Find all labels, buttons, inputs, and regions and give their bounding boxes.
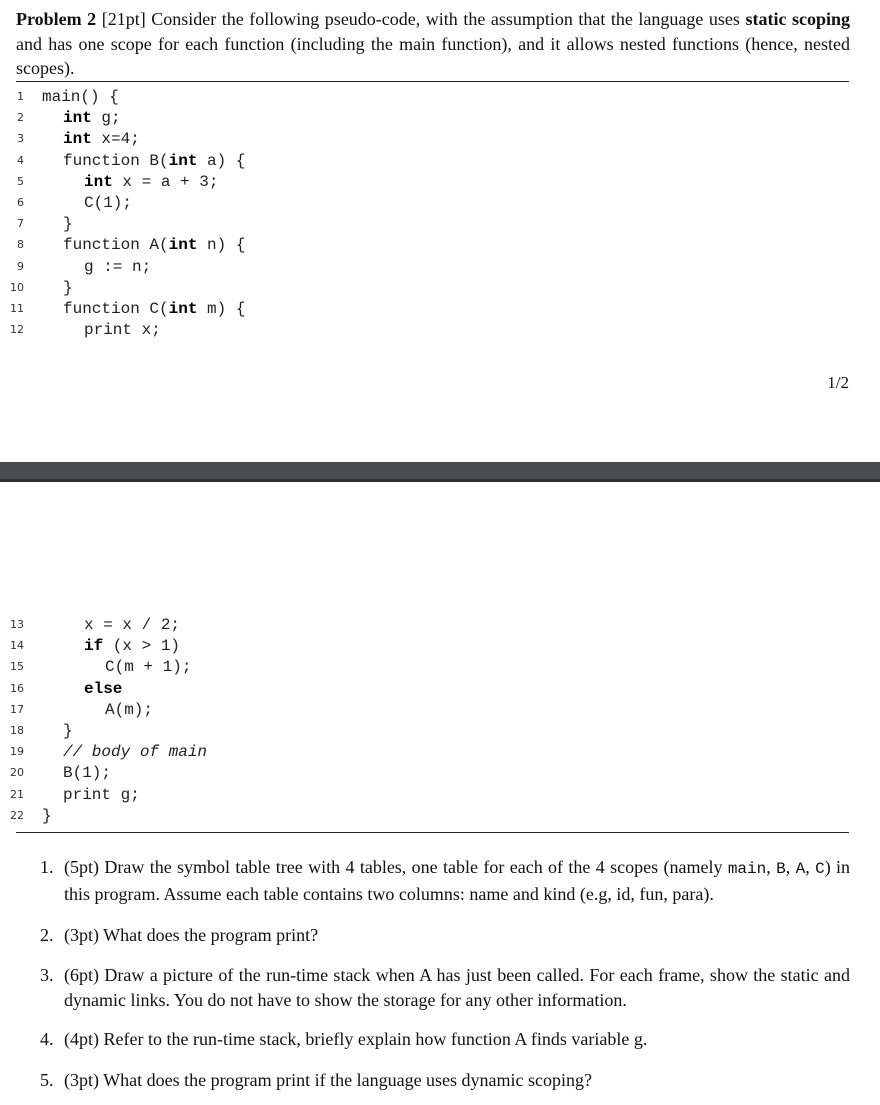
code-text bbox=[63, 151, 245, 172]
code-text bbox=[63, 235, 245, 256]
code-line bbox=[0, 721, 880, 742]
code-token: } bbox=[63, 278, 73, 297]
line-number: 18 bbox=[10, 724, 24, 737]
line-number: 11 bbox=[10, 302, 24, 315]
line-number: 16 bbox=[10, 681, 24, 695]
line-number: 2 bbox=[17, 111, 24, 125]
code-line bbox=[0, 700, 880, 721]
code-line bbox=[0, 235, 880, 256]
code-line bbox=[0, 193, 880, 214]
line-number: 13 bbox=[10, 618, 24, 631]
code-token: function B( bbox=[63, 151, 169, 170]
code-text bbox=[63, 214, 73, 235]
code-line bbox=[0, 679, 880, 700]
page-number: 1/2 bbox=[827, 373, 849, 392]
code-token: function C( bbox=[63, 300, 169, 318]
code-text bbox=[84, 172, 218, 193]
code-text bbox=[63, 763, 111, 784]
question-number: 5. bbox=[40, 1070, 54, 1090]
pdf-page-2 bbox=[0, 482, 880, 1105]
question-text bbox=[64, 1027, 850, 1052]
code-keyword: int bbox=[63, 109, 92, 128]
code-line bbox=[0, 785, 880, 806]
question-fragment: ) in this program. Assume each table contains two columns: name and kind (e.g, id, fun, para). bbox=[64, 857, 851, 904]
line-number: 8 bbox=[17, 238, 24, 252]
code-token: a) { bbox=[197, 151, 246, 170]
code-text bbox=[42, 87, 119, 108]
code-line bbox=[0, 742, 880, 763]
question-text bbox=[64, 923, 850, 948]
code-token: print x; bbox=[84, 321, 161, 340]
code-text bbox=[63, 721, 73, 742]
question-fragment: (5pt) Draw the symbol table tree with 4 tables, one table for each of the 4 scopes (namely bbox=[64, 857, 728, 877]
code-text bbox=[63, 129, 140, 150]
code-token: main() { bbox=[42, 88, 119, 106]
problem-text-rest: and has one scope for each function (including the main function), and it allows nested functions (hence, nested scopes). bbox=[16, 33, 850, 78]
code-line bbox=[0, 763, 880, 784]
line-number: 22 bbox=[10, 808, 24, 822]
code-keyword: int bbox=[168, 236, 198, 255]
code-token: C(m + 1); bbox=[105, 658, 192, 677]
line-number: 14 bbox=[10, 639, 24, 653]
code-text bbox=[84, 193, 132, 214]
code-token: x = x / 2; bbox=[84, 616, 181, 634]
scope-name: C bbox=[815, 860, 825, 878]
code-text bbox=[84, 679, 122, 700]
problem-heading bbox=[16, 7, 850, 81]
question-number: 3. bbox=[40, 965, 54, 985]
code-bottom-rule bbox=[16, 832, 849, 833]
code-line bbox=[0, 320, 880, 341]
code-text bbox=[42, 806, 52, 827]
code-token: g; bbox=[91, 109, 121, 128]
code-text bbox=[84, 615, 180, 636]
code-text bbox=[84, 257, 151, 278]
code-text bbox=[63, 785, 140, 806]
code-text bbox=[63, 299, 245, 320]
code-token: x = a + 3; bbox=[112, 172, 219, 191]
line-number: 10 bbox=[10, 280, 24, 294]
line-number: 12 bbox=[10, 323, 24, 337]
question-fragment: (3pt) What does the program print if the language uses dynamic scoping? bbox=[64, 1070, 593, 1090]
line-number: 21 bbox=[10, 787, 24, 801]
line-number: 1 bbox=[17, 90, 24, 103]
question-number: 4. bbox=[40, 1029, 54, 1049]
code-line bbox=[0, 806, 880, 827]
question-fragment: (4pt) Refer to the run-time stack, briefly explain how function A finds variable g. bbox=[64, 1029, 648, 1049]
code-line bbox=[0, 172, 880, 193]
code-keyword: if bbox=[84, 637, 104, 656]
code-line bbox=[0, 87, 880, 108]
code-token: } bbox=[42, 806, 52, 825]
question-fragment: (6pt) Draw a picture of the run-time stack when A has just been called. For each frame, show the static and dynamic links. You do not have to show the storage for any other information. bbox=[64, 965, 850, 1010]
scope-name: A bbox=[795, 860, 806, 878]
scope-name: main bbox=[727, 860, 767, 878]
line-number: 7 bbox=[17, 217, 24, 231]
code-line bbox=[0, 636, 880, 657]
problem-text: [21pt] Consider the following pseudo-code, with the assumption that the language uses bbox=[96, 9, 746, 29]
line-number: 5 bbox=[17, 174, 24, 188]
code-token: g := n; bbox=[84, 257, 152, 276]
line-number: 3 bbox=[17, 132, 24, 146]
pdf-page-1 bbox=[0, 0, 880, 462]
code-keyword: int bbox=[168, 151, 198, 170]
code-token: A(m); bbox=[105, 700, 154, 719]
code-line bbox=[0, 299, 880, 320]
scope-name: B bbox=[776, 860, 786, 878]
code-line bbox=[0, 657, 880, 678]
code-line bbox=[0, 615, 880, 636]
code-line bbox=[0, 151, 880, 172]
line-number: 6 bbox=[17, 196, 24, 209]
line-number: 19 bbox=[10, 745, 24, 759]
code-keyword: else bbox=[84, 679, 123, 698]
code-token: m) { bbox=[197, 300, 246, 318]
code-text bbox=[63, 278, 73, 299]
line-number: 17 bbox=[10, 702, 24, 716]
problem-title: Problem 2 bbox=[16, 9, 97, 29]
question-text bbox=[64, 855, 850, 906]
question-fragment: , bbox=[805, 857, 816, 877]
question-fragment: , bbox=[785, 857, 796, 877]
code-token: print g; bbox=[63, 785, 140, 804]
code-text bbox=[84, 320, 161, 341]
question-number: 2. bbox=[40, 925, 54, 945]
code-top-rule bbox=[16, 81, 849, 82]
code-keyword: int bbox=[168, 300, 198, 318]
static-scoping-term: static scoping bbox=[745, 9, 850, 29]
code-comment: // body of main bbox=[63, 743, 208, 762]
code-text bbox=[63, 108, 121, 129]
code-token: B(1); bbox=[63, 764, 112, 783]
code-token: (x > 1) bbox=[103, 637, 181, 656]
question-text bbox=[64, 963, 850, 1012]
line-number: 20 bbox=[10, 766, 24, 780]
code-keyword: int bbox=[63, 130, 92, 149]
code-token: } bbox=[63, 722, 73, 740]
code-text bbox=[105, 657, 191, 678]
code-token: function A( bbox=[63, 236, 169, 255]
question-number: 1. bbox=[40, 857, 54, 877]
code-token: n) { bbox=[197, 236, 246, 255]
code-line bbox=[0, 108, 880, 129]
code-text bbox=[84, 636, 180, 657]
code-token: C(1); bbox=[84, 194, 133, 212]
question-text bbox=[64, 1068, 850, 1093]
question-fragment: (3pt) What does the program print? bbox=[64, 925, 319, 945]
code-line bbox=[0, 257, 880, 278]
code-line bbox=[0, 278, 880, 299]
page-separator bbox=[0, 462, 880, 482]
code-text bbox=[105, 700, 153, 721]
code-line bbox=[0, 129, 880, 150]
code-token: x=4; bbox=[91, 130, 140, 149]
question-fragment: , bbox=[766, 857, 777, 877]
code-keyword: int bbox=[84, 172, 113, 191]
line-number: 9 bbox=[17, 259, 24, 273]
code-text bbox=[63, 742, 207, 763]
line-number: 4 bbox=[17, 153, 24, 167]
line-number: 15 bbox=[10, 660, 24, 674]
code-token: } bbox=[63, 215, 73, 234]
code-line bbox=[0, 214, 880, 235]
